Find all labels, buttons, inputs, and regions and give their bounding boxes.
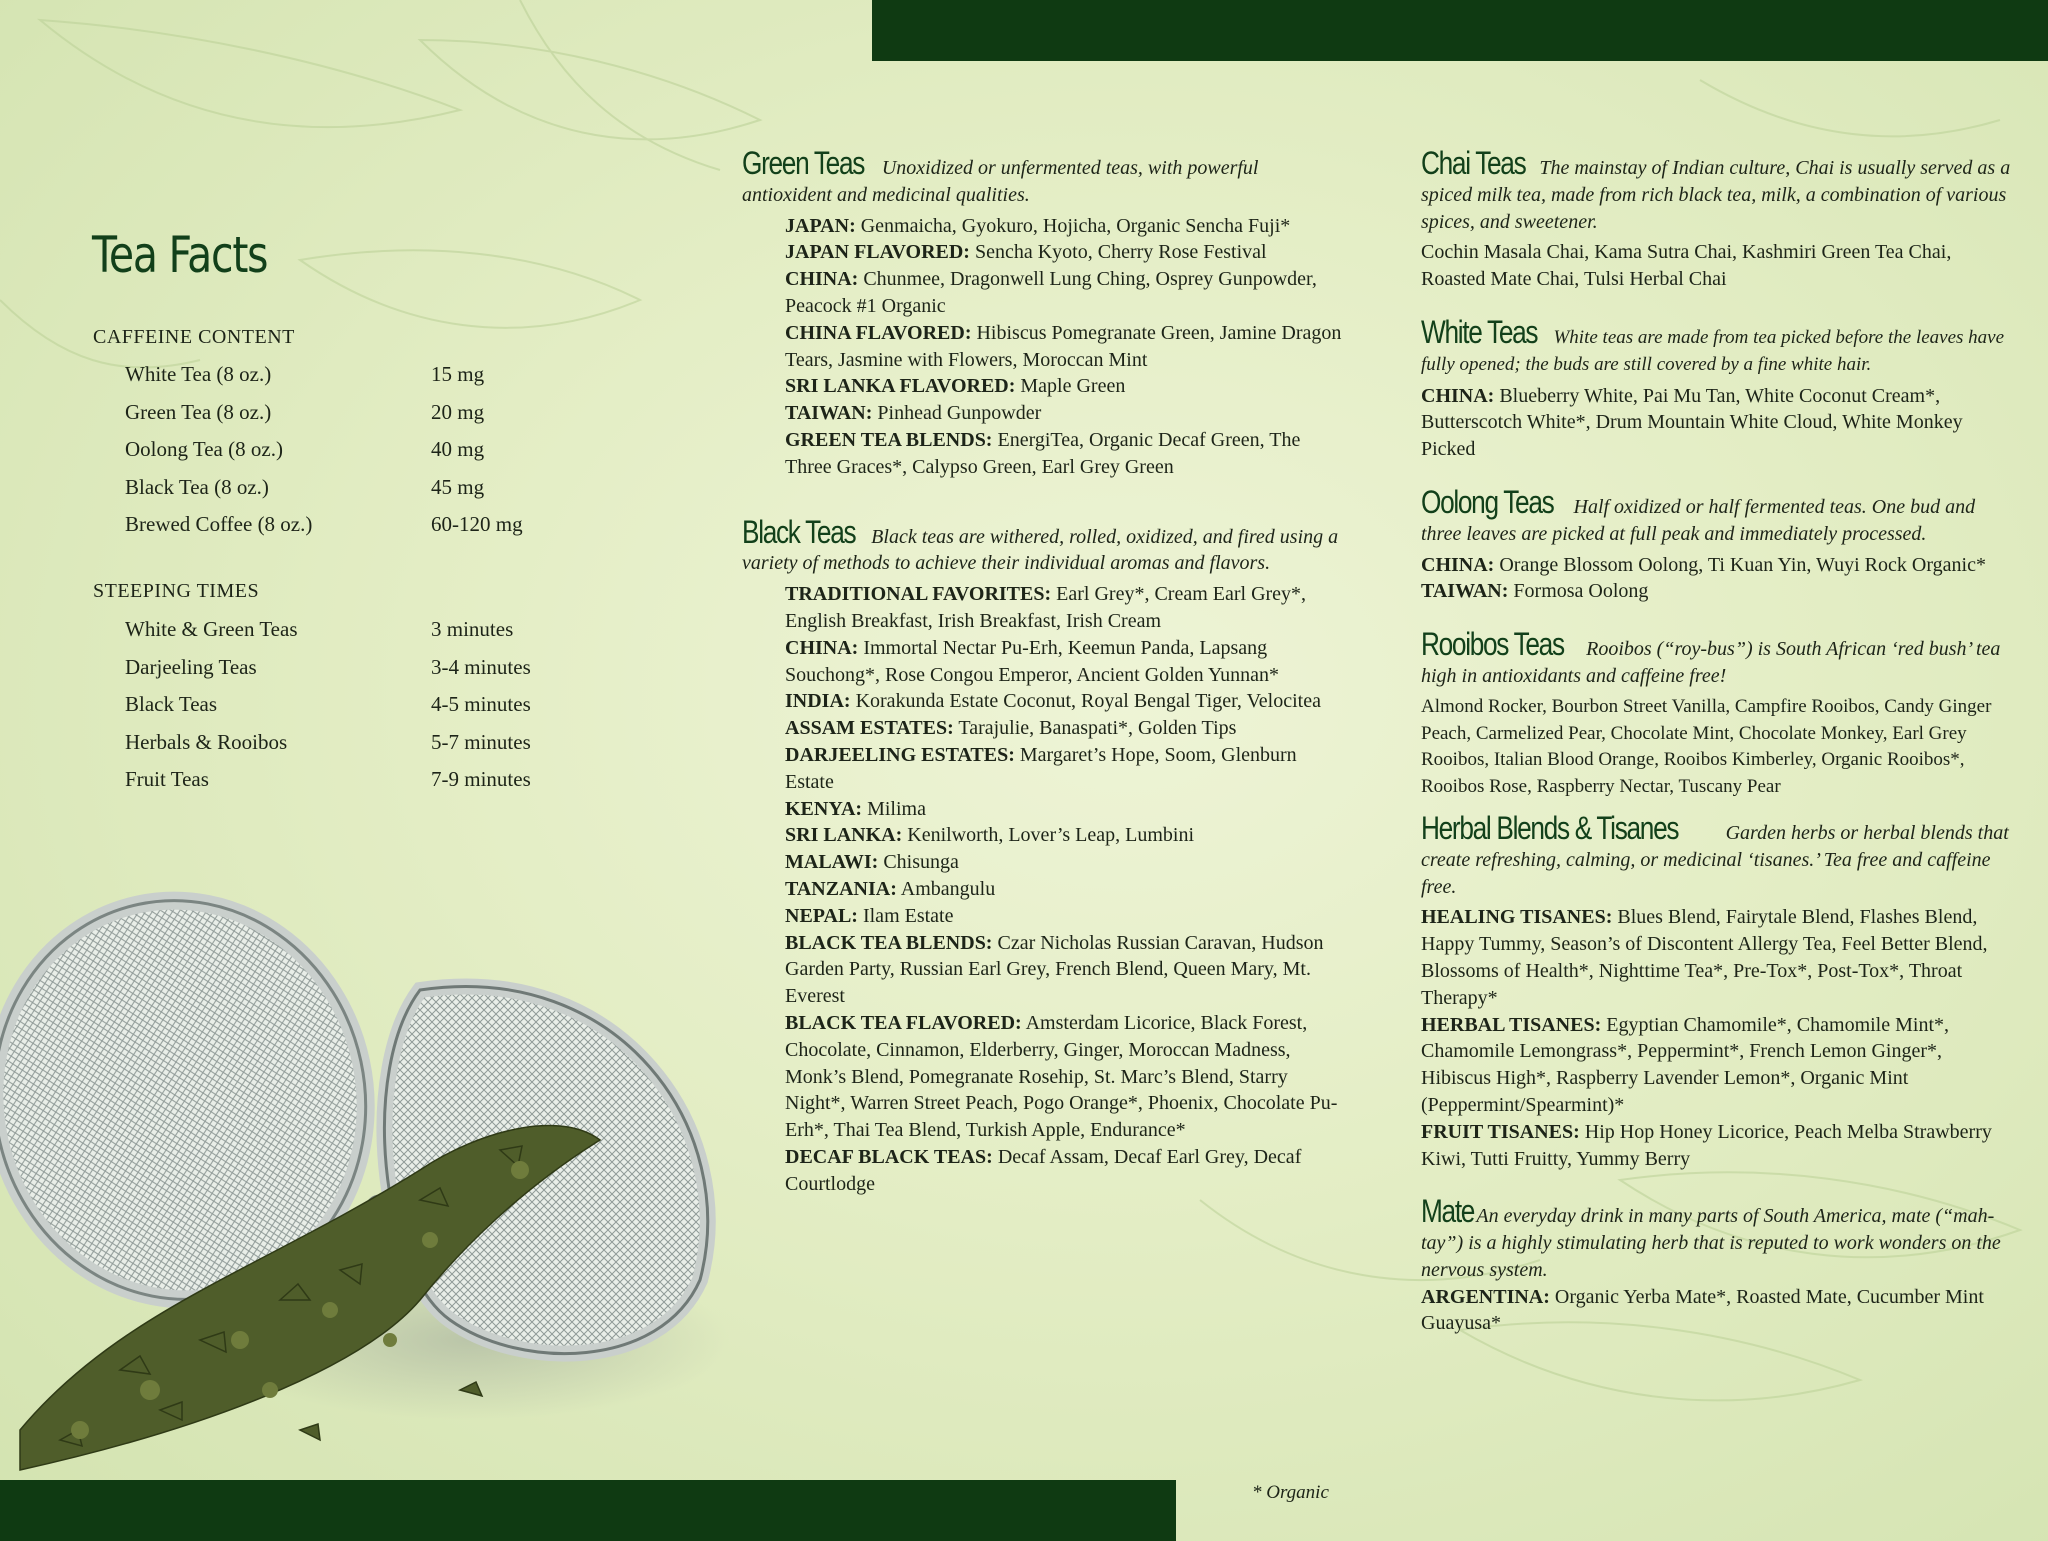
entry-region: TAIWAN: (785, 402, 873, 425)
tea-facts-title: Tea Facts (92, 226, 268, 284)
tea-entry (1421, 552, 2011, 579)
entry-items: Genmaicha, Gyokuro, Hojicha, Organic Sencha Fuji* (860, 214, 1291, 237)
entry-region: TRADITIONAL FAVORITES: (785, 583, 1052, 606)
entry-region: CHINA FLAVORED: (785, 321, 972, 344)
tea-entry (785, 796, 1342, 823)
white-teas-section (1421, 313, 2011, 463)
entry-region: TAIWAN: (1421, 580, 1509, 603)
entry-items: EnergiTea, Organic Decaf Green, The Three Graces*, Calypso Green, Earl Grey Green (785, 428, 1301, 478)
entry-region: HEALING TISANES: (1421, 906, 1613, 929)
tea-entry (785, 742, 1342, 796)
entry-region: SRI LANKA: (785, 824, 903, 847)
entry-items: Earl Grey*, Cream Earl Grey*, English Breakfast, Irish Breakfast, Irish Cream (785, 583, 1307, 632)
tea-entry (785, 320, 1342, 374)
chai-teas-section (1421, 145, 2011, 293)
entry-region: HERBAL TISANES: (1421, 1013, 1602, 1036)
oolong-teas-list (1421, 552, 2011, 606)
steeping-row-value: 5-7 minutes (431, 729, 531, 754)
rooibos-teas-title: Rooibos Teas (1421, 626, 1564, 663)
caffeine-row-label: Brewed Coffee (8 oz.) (125, 512, 313, 537)
entry-items: Blueberry White, Pai Mu Tan, White Coconut Cream*, Butterscotch White*, Drum Mountain White Cloud, White Monkey Picked (1421, 384, 1963, 461)
white-teas-list (1421, 383, 2011, 463)
green-teas-title: Green Teas (742, 145, 865, 181)
entry-items: Organic Yerba Mate*, Roasted Mate, Cucumber Mint Guayusa* (1421, 1285, 1984, 1335)
entry-items: Immortal Nectar Pu-Erh, Keemun Panda, Lapsang Souchong*, Rose Congou Emperor, Ancient Golden Yunnan* (785, 636, 1279, 686)
entry-region: BLACK TEA BLENDS: (785, 931, 993, 954)
oolong-teas-title: Oolong Teas (1421, 483, 1554, 520)
rooibos-teas-section (1421, 626, 2011, 801)
tea-entry (785, 213, 1342, 240)
black-teas-description: Black teas are withered, rolled, oxidized, and fired using a variety of methods to achieve their individual aromas and flavors. (742, 525, 1339, 575)
black-teas-section (742, 513, 1342, 1198)
tea-entry (1421, 1284, 2011, 1338)
caffeine-row-label: Green Tea (8 oz.) (125, 399, 272, 424)
green-teas-description: Unoxidized or unfermented teas, with powerful antioxident and medicinal qualities. (742, 157, 1259, 206)
steeping-row-label: White & Green Teas (125, 617, 298, 641)
steeping-times-heading: STEEPING TIMES (93, 580, 260, 602)
tea-entry (785, 903, 1342, 930)
organic-footnote: * Organic (1252, 1482, 1329, 1503)
bottom-green-bar (0, 1480, 1176, 1541)
black-teas-list (742, 581, 1342, 1197)
entry-region: ASSAM ESTATES: (785, 717, 954, 740)
white-teas-title: White Teas (1421, 313, 1538, 350)
herbal-blends-section (1421, 809, 2011, 1172)
entry-items: Ambangulu (900, 877, 996, 900)
caffeine-row-value: 45 mg (431, 474, 485, 499)
entry-region: TANZANIA: (785, 877, 897, 900)
tea-entry (785, 239, 1342, 266)
entry-items: Margaret’s Hope, Soom, Glenburn Estate (785, 743, 1297, 793)
entry-region: GREEN TEA BLENDS: (785, 428, 993, 451)
entry-items: Milima (867, 797, 926, 820)
tea-entry (785, 849, 1342, 876)
tea-infuser-image (0, 870, 740, 1480)
steeping-row-value: 3 minutes (431, 617, 514, 641)
steeping-row-label: Fruit Teas (125, 767, 209, 792)
steeping-row-value: 4-5 minutes (431, 692, 531, 717)
tea-entry (785, 1144, 1342, 1198)
rooibos-teas-items: Almond Rocker, Bourbon Street Vanilla, Campfire Rooibos, Candy Ginger Peach, Carmelized Pear, Chocolate Mint, Chocolate Monkey, Earl Grey Rooibos, Italian Blood Orange, Rooibos Kimberley, Organic Rooibos*, Rooibos Rose, Raspberry Nectar, Tuscany Pear (1421, 695, 1992, 798)
white-teas-description: White teas are made from tea picked before the leaves have fully opened; the buds are still covered by a fine white hair. (1421, 326, 2005, 375)
entry-items: Chisunga (883, 851, 959, 874)
entry-region: DARJEELING ESTATES: (785, 743, 1015, 766)
entry-items: Korakunda Estate Coconut, Royal Bengal Tiger, Velocitea (855, 690, 1321, 713)
tea-entry (785, 822, 1342, 849)
tea-entry (1421, 1012, 2011, 1119)
entry-items: Czar Nicholas Russian Caravan, Hudson Garden Party, Russian Earl Grey, French Blend, Queen Mary, Mt. Everest (785, 931, 1324, 1008)
entry-items: Maple Green (1020, 375, 1126, 398)
chai-teas-items: Cochin Masala Chai, Kama Sutra Chai, Kashmiri Green Tea Chai, Roasted Mate Chai, Tulsi Herbal Chai (1421, 241, 1952, 291)
middle-column (742, 145, 1342, 1197)
entry-items: Hip Hop Honey Licorice, Peach Melba Strawberry Kiwi, Tutti Fruitty, Yummy Berry (1421, 1120, 1992, 1170)
entry-region: DECAF BLACK TEAS: (785, 1145, 993, 1168)
tea-entry (785, 1010, 1342, 1144)
entry-items: Chunmee, Dragonwell Lung Ching, Osprey Gunpowder, Peacock #1 Organic (785, 268, 1317, 317)
mate-description: An everyday drink in many parts of South America, mate (“mah-tay”) is a highly stimulating herb that is reputed to work wonders on the nervous system. (1421, 1205, 2001, 1281)
entry-region: KENYA: (785, 797, 863, 820)
steeping-row-label: Black Teas (125, 692, 218, 717)
tea-entry (785, 400, 1342, 427)
entry-items: Amsterdam Licorice, Black Forest, Chocolate, Cinnamon, Elderberry, Ginger, Moroccan Madness, Monk’s Blend, Pomegranate Rosehip, St. Marc’s Blend, Starry Night*, Warren Street Peach, Pogo Orange*, Phoenix, Chocolate Pu-Erh*, Thai Tea Blend, Turkish Apple, Endurance* (785, 1011, 1338, 1142)
tea-entry (785, 581, 1342, 635)
tea-entry (785, 930, 1342, 1010)
top-green-bar (872, 0, 2048, 61)
entry-region: JAPAN FLAVORED: (785, 241, 970, 264)
rooibos-teas-description: Rooibos (“roy-bus”) is South African ‘red bush’ tea high in antioxidants and caffeine free! (1421, 638, 2001, 687)
herbal-blends-title: Herbal Blends & Tisanes (1421, 809, 1679, 846)
tea-entry (785, 876, 1342, 903)
entry-items: Kenilworth, Lover’s Leap, Lumbini (907, 824, 1195, 847)
tea-entry (1421, 383, 2011, 463)
caffeine-row-value: 60-120 mg (431, 512, 523, 537)
entry-items: Blues Blend, Fairytale Blend, Flashes Blend, Happy Tummy, Season’s of Discontent Allergy Tea, Feel Better Blend, Blossoms of Health*, Nighttime Tea*, Pre-Tox*, Post-Tox*, Throat Therapy* (1421, 906, 1988, 1009)
entry-region: CHINA: (1421, 553, 1495, 576)
tea-entry (785, 688, 1342, 715)
steeping-row-label: Darjeeling Teas (125, 654, 257, 679)
entry-items: Formosa Oolong (1513, 580, 1649, 603)
caffeine-row-value: 15 mg (431, 362, 485, 386)
chai-teas-title: Chai Teas (1421, 145, 1526, 181)
tea-entry (785, 635, 1342, 689)
entry-items: Sencha Kyoto, Cherry Rose Festival (974, 241, 1267, 264)
tea-entry (785, 266, 1342, 320)
tea-entry (785, 427, 1342, 481)
tea-entry (785, 715, 1342, 742)
entry-items: Hibiscus Pomegranate Green, Jamine Dragon Tears, Jasmine with Flowers, Moroccan Mint (785, 321, 1342, 371)
entry-region: BLACK TEA FLAVORED: (785, 1011, 1022, 1034)
entry-region: CHINA: (785, 268, 859, 291)
herbal-blends-list (1421, 904, 2011, 1172)
steeping-row-value: 7-9 minutes (431, 767, 531, 792)
green-teas-section (742, 145, 1342, 481)
caffeine-row-label: Black Tea (8 oz.) (125, 474, 269, 499)
entry-items: Decaf Assam, Decaf Earl Grey, Decaf Courtlodge (785, 1145, 1302, 1195)
entry-items: Egyptian Chamomile*, Chamomile Mint*, Chamomile Lemongrass*, Peppermint*, French Lemon Ginger*, Hibiscus High*, Raspberry Lavender Lemon*, Organic Mint (Peppermint/Spearmint)* (1421, 1013, 1950, 1116)
caffeine-row-label: White Tea (8 oz.) (125, 362, 272, 386)
oolong-teas-description: Half oxidized or half fermented teas. One bud and three leaves are picked at full peak and immediately processed. (1421, 495, 1976, 545)
right-column (1421, 145, 2011, 1337)
green-teas-list (742, 213, 1342, 481)
caffeine-content-heading: CAFFEINE CONTENT (93, 326, 295, 348)
entry-region: INDIA: (785, 690, 851, 713)
entry-region: CHINA: (1421, 384, 1495, 407)
entry-items: Pinhead Gunpowder (877, 402, 1042, 425)
caffeine-row-label: Oolong Tea (8 oz.) (125, 437, 283, 462)
tea-entry (1421, 904, 2011, 1011)
steeping-row-label: Herbals & Rooibos (125, 729, 288, 754)
chai-teas-description: The mainstay of Indian culture, Chai is usually served as a spiced milk tea, made from rich black tea, milk, a combination of various spices, and sweetener. (1421, 157, 2011, 233)
entry-region: ARGENTINA: (1421, 1285, 1550, 1308)
tea-entry (1421, 578, 2011, 605)
tea-entry (1421, 1119, 2011, 1173)
herbal-blends-description: Garden herbs or herbal blends that create refreshing, calming, or medicinal ‘tisanes.’ Tea free and caffeine free. (1421, 821, 2009, 898)
entry-region: JAPAN: (785, 214, 856, 237)
entry-items: Tarajulie, Banaspati*, Golden Tips (958, 717, 1237, 740)
black-teas-title: Black Teas (742, 513, 856, 550)
steeping-row-value: 3-4 minutes (431, 654, 531, 679)
caffeine-row-value: 20 mg (431, 399, 485, 424)
entry-items: Ilam Estate (862, 904, 954, 927)
entry-region: MALAWI: (785, 851, 879, 874)
mate-section (1421, 1193, 2011, 1337)
tea-entry (785, 373, 1342, 400)
mate-list (1421, 1284, 2011, 1338)
entry-region: FRUIT TISANES: (1421, 1120, 1580, 1143)
caffeine-row-value: 40 mg (431, 437, 485, 462)
entry-region: NEPAL: (785, 904, 858, 927)
mate-title: Mate (1421, 1193, 1475, 1230)
oolong-teas-section (1421, 483, 2011, 605)
entry-region: SRI LANKA FLAVORED: (785, 375, 1016, 398)
entry-region: CHINA: (785, 636, 859, 659)
entry-items: Orange Blossom Oolong, Ti Kuan Yin, Wuyi Rock Organic* (1499, 553, 1986, 576)
